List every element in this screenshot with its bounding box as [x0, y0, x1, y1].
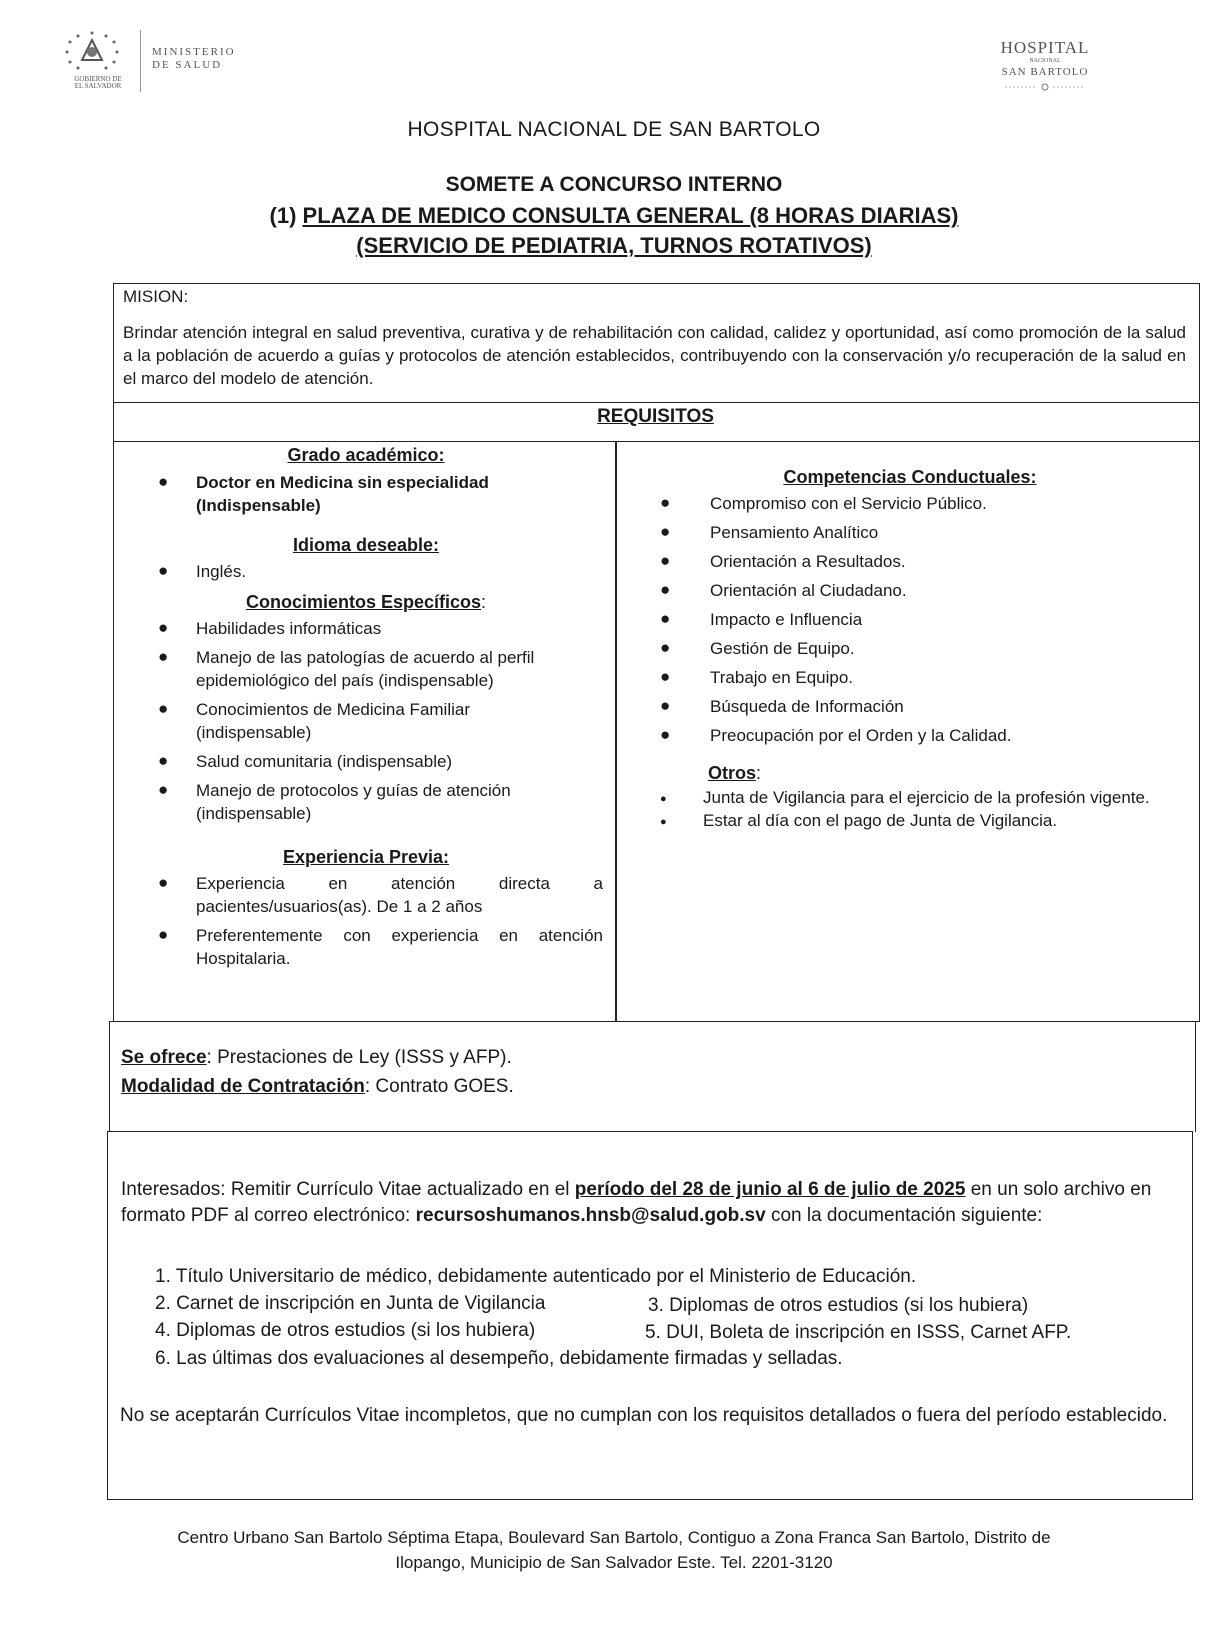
offer-label: Se ofrece — [121, 1047, 207, 1068]
otros-heading: Otros: — [708, 763, 762, 783]
application-instructions — [121, 1177, 1181, 1229]
competencias-list — [660, 492, 1190, 747]
list-item-text: Gestión de Equipo. — [710, 639, 855, 658]
list-item — [660, 809, 1190, 832]
document-item-6: 6. Las últimas dos evaluaciones al desempeño, debidamente firmadas y selladas. — [155, 1348, 843, 1369]
instructions-text: con la documentación siguiente: — [765, 1205, 1043, 1226]
address-line-1: Centro Urbano San Bartolo Séptima Etapa, Boulevard San Bartolo, Contiguo a Zona Franca San Bartolo, Distrito de — [177, 1528, 1051, 1547]
ministry-line-2: DE SALUD — [152, 59, 223, 71]
competencias-title: Competencias Conductuales: — [783, 467, 1037, 487]
list-item — [660, 666, 1190, 689]
hospital-logo-line-2: NACIONAL — [1029, 58, 1061, 64]
otros-list — [660, 786, 1190, 832]
offer-line-1 — [121, 1047, 512, 1069]
list-item — [158, 750, 558, 773]
right-column — [660, 467, 1190, 838]
list-item-text: Estar al día con el pago de Junta de Vigilancia. — [703, 811, 1058, 830]
list-item — [660, 724, 1190, 747]
mision-label: MISION: — [123, 287, 189, 306]
bullet-icon: ● — [660, 667, 671, 686]
contest-title: SOMETE A CONCURSO INTERNO — [445, 173, 783, 196]
bullet-icon: ● — [158, 561, 169, 580]
document-item-3: 3. Diplomas de otros estudios (si los hubiera) — [648, 1295, 1029, 1316]
conocimientos-list — [158, 617, 558, 825]
instructions-text: en un solo archivo en formato PDF al correo electrónico: — [121, 1179, 1152, 1226]
list-item-text: Búsqueda de Información — [710, 697, 904, 716]
gov-caption-line-2: EL SALVADOR — [74, 82, 122, 90]
conocimientos-heading: Conocimientos Específicos: — [245, 592, 487, 612]
mision-text: Brindar atención integral en salud preventiva, curativa y de rehabilitación con calidad, calidez y oportunidad, así como promoción de la salud a la población de acuerdo a guías y protocolos de atención establecidos, contribuyendo con la conservación y/o recuperación de la salud en el marco del modelo de atención. — [123, 323, 1186, 388]
list-item-text: Compromiso con el Servicio Público. — [710, 494, 987, 513]
list-item-text: Inglés. — [196, 562, 247, 581]
grado-list — [158, 471, 603, 517]
list-item — [158, 872, 603, 918]
list-item-text: Manejo de las patologías de acuerdo al perfil epidemiológico del país (indispensable) — [196, 648, 535, 690]
list-item — [158, 617, 558, 640]
bullet-icon: ● — [660, 522, 671, 541]
list-item-text: Habilidades informáticas — [196, 619, 382, 638]
list-item-text: Orientación a Resultados. — [710, 552, 906, 571]
position-title — [0, 203, 1228, 229]
idioma-title: Idioma deseable: — [292, 535, 440, 555]
list-item-text: Experiencia en atención directa a pacientes/usuarios(as). De 1 a 2 años — [196, 874, 603, 916]
hospital-name: HOSPITAL NACIONAL DE SAN BARTOLO — [407, 118, 821, 141]
conocimientos-title: Conocimientos Específicos — [245, 592, 482, 612]
contact-email[interactable]: recursoshumanos.hnsb@salud.gob.sv — [415, 1205, 766, 1226]
column-divider — [615, 441, 617, 1021]
bullet-icon: ● — [660, 609, 671, 628]
list-item-text: Trabajo en Equipo. — [710, 668, 854, 687]
list-item-text: Doctor en Medicina sin especialidad (Indispensable) — [196, 473, 489, 515]
list-item-text: Orientación al Ciudadano. — [710, 581, 907, 600]
hospital-logo — [990, 38, 1100, 99]
bullet-icon: ● — [660, 580, 671, 599]
document-item-2: 2. Carnet de inscripción en Junta de Vigilancia — [155, 1293, 546, 1314]
document-item-1: 1. Título Universitario de médico, debidamente autenticado por el Ministerio de Educación. — [155, 1266, 917, 1287]
rejection-note: No se aceptarán Currículos Vitae incompletos, que no cumplan con los requisitos detallados o fuera del período establecido. — [120, 1405, 1168, 1426]
list-item — [660, 550, 1190, 573]
list-item — [158, 779, 558, 825]
contract-value: : Contrato GOES. — [364, 1076, 514, 1097]
otros-title: Otros — [708, 763, 757, 783]
government-caption — [58, 76, 138, 90]
list-item — [660, 492, 1190, 515]
list-item-text: Manejo de protocolos y guías de atención (indispensable) — [196, 781, 511, 823]
position-name: PLAZA DE MEDICO CONSULTA GENERAL (8 HORAS DIARIAS) — [302, 203, 959, 228]
list-item — [660, 695, 1190, 718]
grado-title: Grado académico: — [287, 445, 445, 465]
bullet-icon: ● — [158, 780, 169, 799]
list-item-text: Junta de Vigilancia para el ejercicio de la profesión vigente. — [703, 788, 1150, 807]
header-separator — [140, 30, 141, 92]
instructions-text: Interesados: Remitir Currículo Vitae actualizado en el — [121, 1179, 575, 1200]
bullet-icon: ● — [158, 472, 169, 491]
bullet-icon: ● — [158, 699, 169, 718]
bullet-icon: ● — [660, 725, 671, 744]
ornament-icon — [990, 80, 1100, 94]
list-item — [660, 521, 1190, 544]
list-item-text: Pensamiento Analítico — [710, 523, 879, 542]
idioma-list — [158, 560, 603, 583]
contract-label: Modalidad de Contratación — [121, 1076, 365, 1097]
list-item — [660, 786, 1190, 809]
bullet-icon: ● — [158, 873, 169, 892]
bullet-icon: ● — [158, 647, 169, 666]
list-item-text: Preferentemente con experiencia en atención Hospitalaria. — [196, 926, 603, 968]
list-item-text: Salud comunitaria (indispensable) — [196, 752, 453, 771]
ministry-line-1: MINISTERIO — [152, 46, 236, 58]
hospital-logo-line-3: SAN BARTOLO — [1001, 66, 1089, 78]
list-item — [158, 471, 603, 517]
gov-caption-line-1: GOBIERNO DE — [74, 75, 122, 83]
bullet-icon: ● — [660, 551, 671, 570]
list-item — [158, 698, 558, 744]
bullet-icon: ● — [158, 751, 169, 770]
application-period: período del 28 de junio al 6 de julio de 2025 — [574, 1179, 966, 1200]
requisitos-title: REQUISITOS — [597, 406, 714, 427]
experiencia-title: Experiencia Previa: — [282, 847, 450, 867]
hospital-logo-line-1: HOSPITAL — [1000, 38, 1090, 57]
footer-address — [0, 1525, 1228, 1575]
document-item-4: 4. Diplomas de otros estudios (si los hubiera) — [155, 1320, 536, 1341]
list-item — [660, 637, 1190, 660]
list-item-text: Preocupación por el Orden y la Calidad. — [710, 726, 1012, 745]
bullet-icon: ● — [158, 618, 169, 637]
list-item-text: Impacto e Influencia — [710, 610, 863, 629]
offer-value: : Prestaciones de Ley (ISSS y AFP). — [206, 1047, 512, 1068]
position-count: (1) — [269, 203, 303, 228]
service-title — [0, 233, 1228, 259]
experiencia-list — [158, 872, 603, 970]
left-column — [158, 445, 603, 976]
list-item-text: Conocimientos de Medicina Familiar (indispensable) — [196, 700, 471, 742]
bullet-icon: ● — [660, 696, 671, 715]
list-item — [158, 646, 558, 692]
bullet-icon: ● — [660, 493, 671, 512]
service-name: (SERVICIO DE PEDIATRIA, TURNOS ROTATIVOS) — [356, 233, 872, 258]
bullet-icon: ● — [660, 793, 667, 805]
list-item — [660, 608, 1190, 631]
list-item — [158, 560, 603, 583]
address-line-2: Ilopango, Municipio de San Salvador Este. Tel. 2201-3120 — [395, 1553, 833, 1572]
list-item — [158, 924, 603, 970]
list-item — [660, 579, 1190, 602]
document-item-5: 5. DUI, Boleta de inscripción en ISSS, Carnet AFP. — [645, 1322, 1072, 1343]
offer-line-2 — [121, 1076, 514, 1098]
bullet-icon: ● — [660, 638, 671, 657]
bullet-icon: ● — [660, 816, 667, 828]
ministry-logo-text — [152, 46, 236, 72]
bullet-icon: ● — [158, 925, 169, 944]
